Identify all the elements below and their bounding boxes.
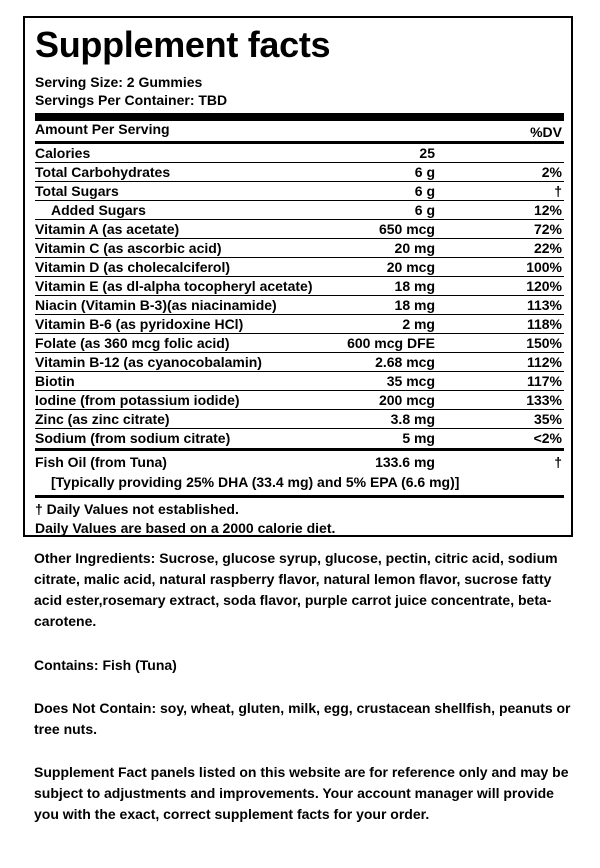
nutrient-dv: 118% bbox=[526, 316, 562, 332]
nutrient-row bbox=[35, 258, 564, 277]
nutrient-dv: 113% bbox=[526, 297, 562, 313]
nutrient-amount: 2 mg bbox=[402, 316, 435, 332]
fish-oil-name: Fish Oil (from Tuna) bbox=[35, 454, 167, 470]
nutrient-name: Vitamin B-6 (as pyridoxine HCl) bbox=[35, 316, 244, 332]
does-not-contain-statement: Does Not Contain: soy, wheat, gluten, milk, egg, crustacean shellfish, peanuts or tree nuts. bbox=[34, 700, 571, 737]
nutrient-amount: 3.8 mg bbox=[390, 411, 435, 427]
nutrient-dv: 35% bbox=[533, 411, 562, 427]
nutrient-amount: 18 mg bbox=[394, 278, 435, 294]
nutrient-row bbox=[35, 429, 564, 448]
nutrient-row bbox=[35, 144, 564, 163]
fish-oil-amount: 133.6 mg bbox=[375, 454, 435, 470]
nutrient-row bbox=[35, 353, 564, 372]
nutrient-dv: 112% bbox=[526, 354, 562, 370]
medium-divider bbox=[35, 448, 564, 451]
serving-size: Serving Size: 2 Gummies bbox=[35, 74, 203, 90]
nutrient-name: Biotin bbox=[35, 373, 75, 389]
panel-title: Supplement facts bbox=[35, 24, 331, 65]
dv-header-row bbox=[35, 123, 564, 142]
nutrient-dv: 117% bbox=[526, 373, 562, 389]
nutrient-amount: 600 mcg DFE bbox=[347, 335, 435, 351]
nutrient-name: Vitamin E (as dl-alpha tocopheryl acetate) bbox=[35, 278, 313, 294]
nutrient-amount: 650 mcg bbox=[378, 221, 435, 237]
nutrient-row bbox=[35, 239, 564, 258]
servings-per-container: Servings Per Container: TBD bbox=[35, 92, 228, 108]
nutrient-row bbox=[35, 296, 564, 315]
nutrient-dv: 120% bbox=[526, 278, 562, 294]
nutrient-amount: 5 mg bbox=[402, 430, 435, 446]
dv-header: %DV bbox=[530, 124, 562, 140]
nutrient-row bbox=[35, 201, 564, 220]
nutrient-amount: 2.68 mcg bbox=[375, 354, 435, 370]
supplement-facts-panel bbox=[23, 16, 573, 537]
disclaimer-text: Supplement Fact panels listed on this website are for reference only and may be subject to adjustments and improvements. Your account manager will provide you with the exact, correct supplement facts for your order. bbox=[34, 764, 569, 822]
nutrient-name: Folate (as 360 mcg folic acid) bbox=[35, 335, 230, 351]
nutrient-row bbox=[35, 315, 564, 334]
nutrient-amount: 20 mcg bbox=[386, 259, 435, 275]
dagger-footnote: † Daily Values not established. bbox=[35, 501, 239, 517]
nutrient-row bbox=[35, 391, 564, 410]
nutrient-row bbox=[35, 182, 564, 201]
nutrient-dv: 133% bbox=[526, 392, 562, 408]
nutrient-row bbox=[35, 334, 564, 353]
nutrient-amount: 6 g bbox=[414, 202, 435, 218]
fish-oil-dv: † bbox=[554, 454, 562, 470]
nutrient-name: Iodine (from potassium iodide) bbox=[35, 392, 240, 408]
nutrient-name: Zinc (as zinc citrate) bbox=[35, 411, 170, 427]
nutrient-name: Added Sugars bbox=[51, 202, 146, 218]
nutrient-name: Niacin (Vitamin B-3)(as niacinamide) bbox=[35, 297, 277, 313]
nutrient-amount: 18 mg bbox=[394, 297, 435, 313]
nutrient-amount: 25 bbox=[419, 145, 435, 161]
contains-statement: Contains: Fish (Tuna) bbox=[34, 657, 177, 673]
nutrient-dv: 150% bbox=[526, 335, 562, 351]
nutrient-dv: 72% bbox=[533, 221, 562, 237]
nutrient-amount: 6 g bbox=[414, 164, 435, 180]
nutrient-dv: <2% bbox=[533, 430, 562, 446]
other-ingredients: Other Ingredients: Sucrose, glucose syrup, glucose, pectin, citric acid, sodium citrate, malic acid, natural raspberry flavor, natural lemon flavor, sucrose fatty acid ester,rosemary extract, soda flavor, purple carrot juice concentrate, beta-carotene. bbox=[34, 550, 558, 629]
nutrient-dv: 12% bbox=[533, 202, 562, 218]
fish-oil-row bbox=[35, 453, 564, 472]
nutrient-name: Vitamin C (as ascorbic acid) bbox=[35, 240, 222, 256]
nutrient-dv: 22% bbox=[533, 240, 562, 256]
nutrient-name: Total Sugars bbox=[35, 183, 119, 199]
nutrient-name: Total Carbohydrates bbox=[35, 164, 171, 180]
nutrient-dv: 100% bbox=[526, 259, 562, 275]
amount-per-serving-label: Amount Per Serving bbox=[35, 121, 170, 137]
nutrient-amount: 6 g bbox=[414, 183, 435, 199]
nutrient-name: Vitamin A (as acetate) bbox=[35, 221, 180, 237]
nutrient-dv: 2% bbox=[541, 164, 562, 180]
nutrient-name: Calories bbox=[35, 145, 91, 161]
fish-oil-note: [Typically providing 25% DHA (33.4 mg) and 5% EPA (6.6 mg)] bbox=[51, 474, 460, 490]
nutrient-row bbox=[35, 277, 564, 296]
nutrient-row bbox=[35, 163, 564, 182]
nutrient-name: Vitamin D (as cholecalciferol) bbox=[35, 259, 231, 275]
nutrient-name: Vitamin B-12 (as cyanocobalamin) bbox=[35, 354, 262, 370]
nutrient-amount: 20 mg bbox=[394, 240, 435, 256]
medium-divider bbox=[35, 495, 564, 498]
nutrient-dv: † bbox=[554, 183, 562, 199]
nutrient-row bbox=[35, 372, 564, 391]
nutrient-row bbox=[35, 220, 564, 239]
calorie-diet-footnote: Daily Values are based on a 2000 calorie diet. bbox=[35, 520, 336, 536]
nutrient-row bbox=[35, 410, 564, 429]
nutrient-amount: 35 mcg bbox=[386, 373, 435, 389]
nutrient-amount: 200 mcg bbox=[378, 392, 435, 408]
nutrient-name: Sodium (from sodium citrate) bbox=[35, 430, 231, 446]
